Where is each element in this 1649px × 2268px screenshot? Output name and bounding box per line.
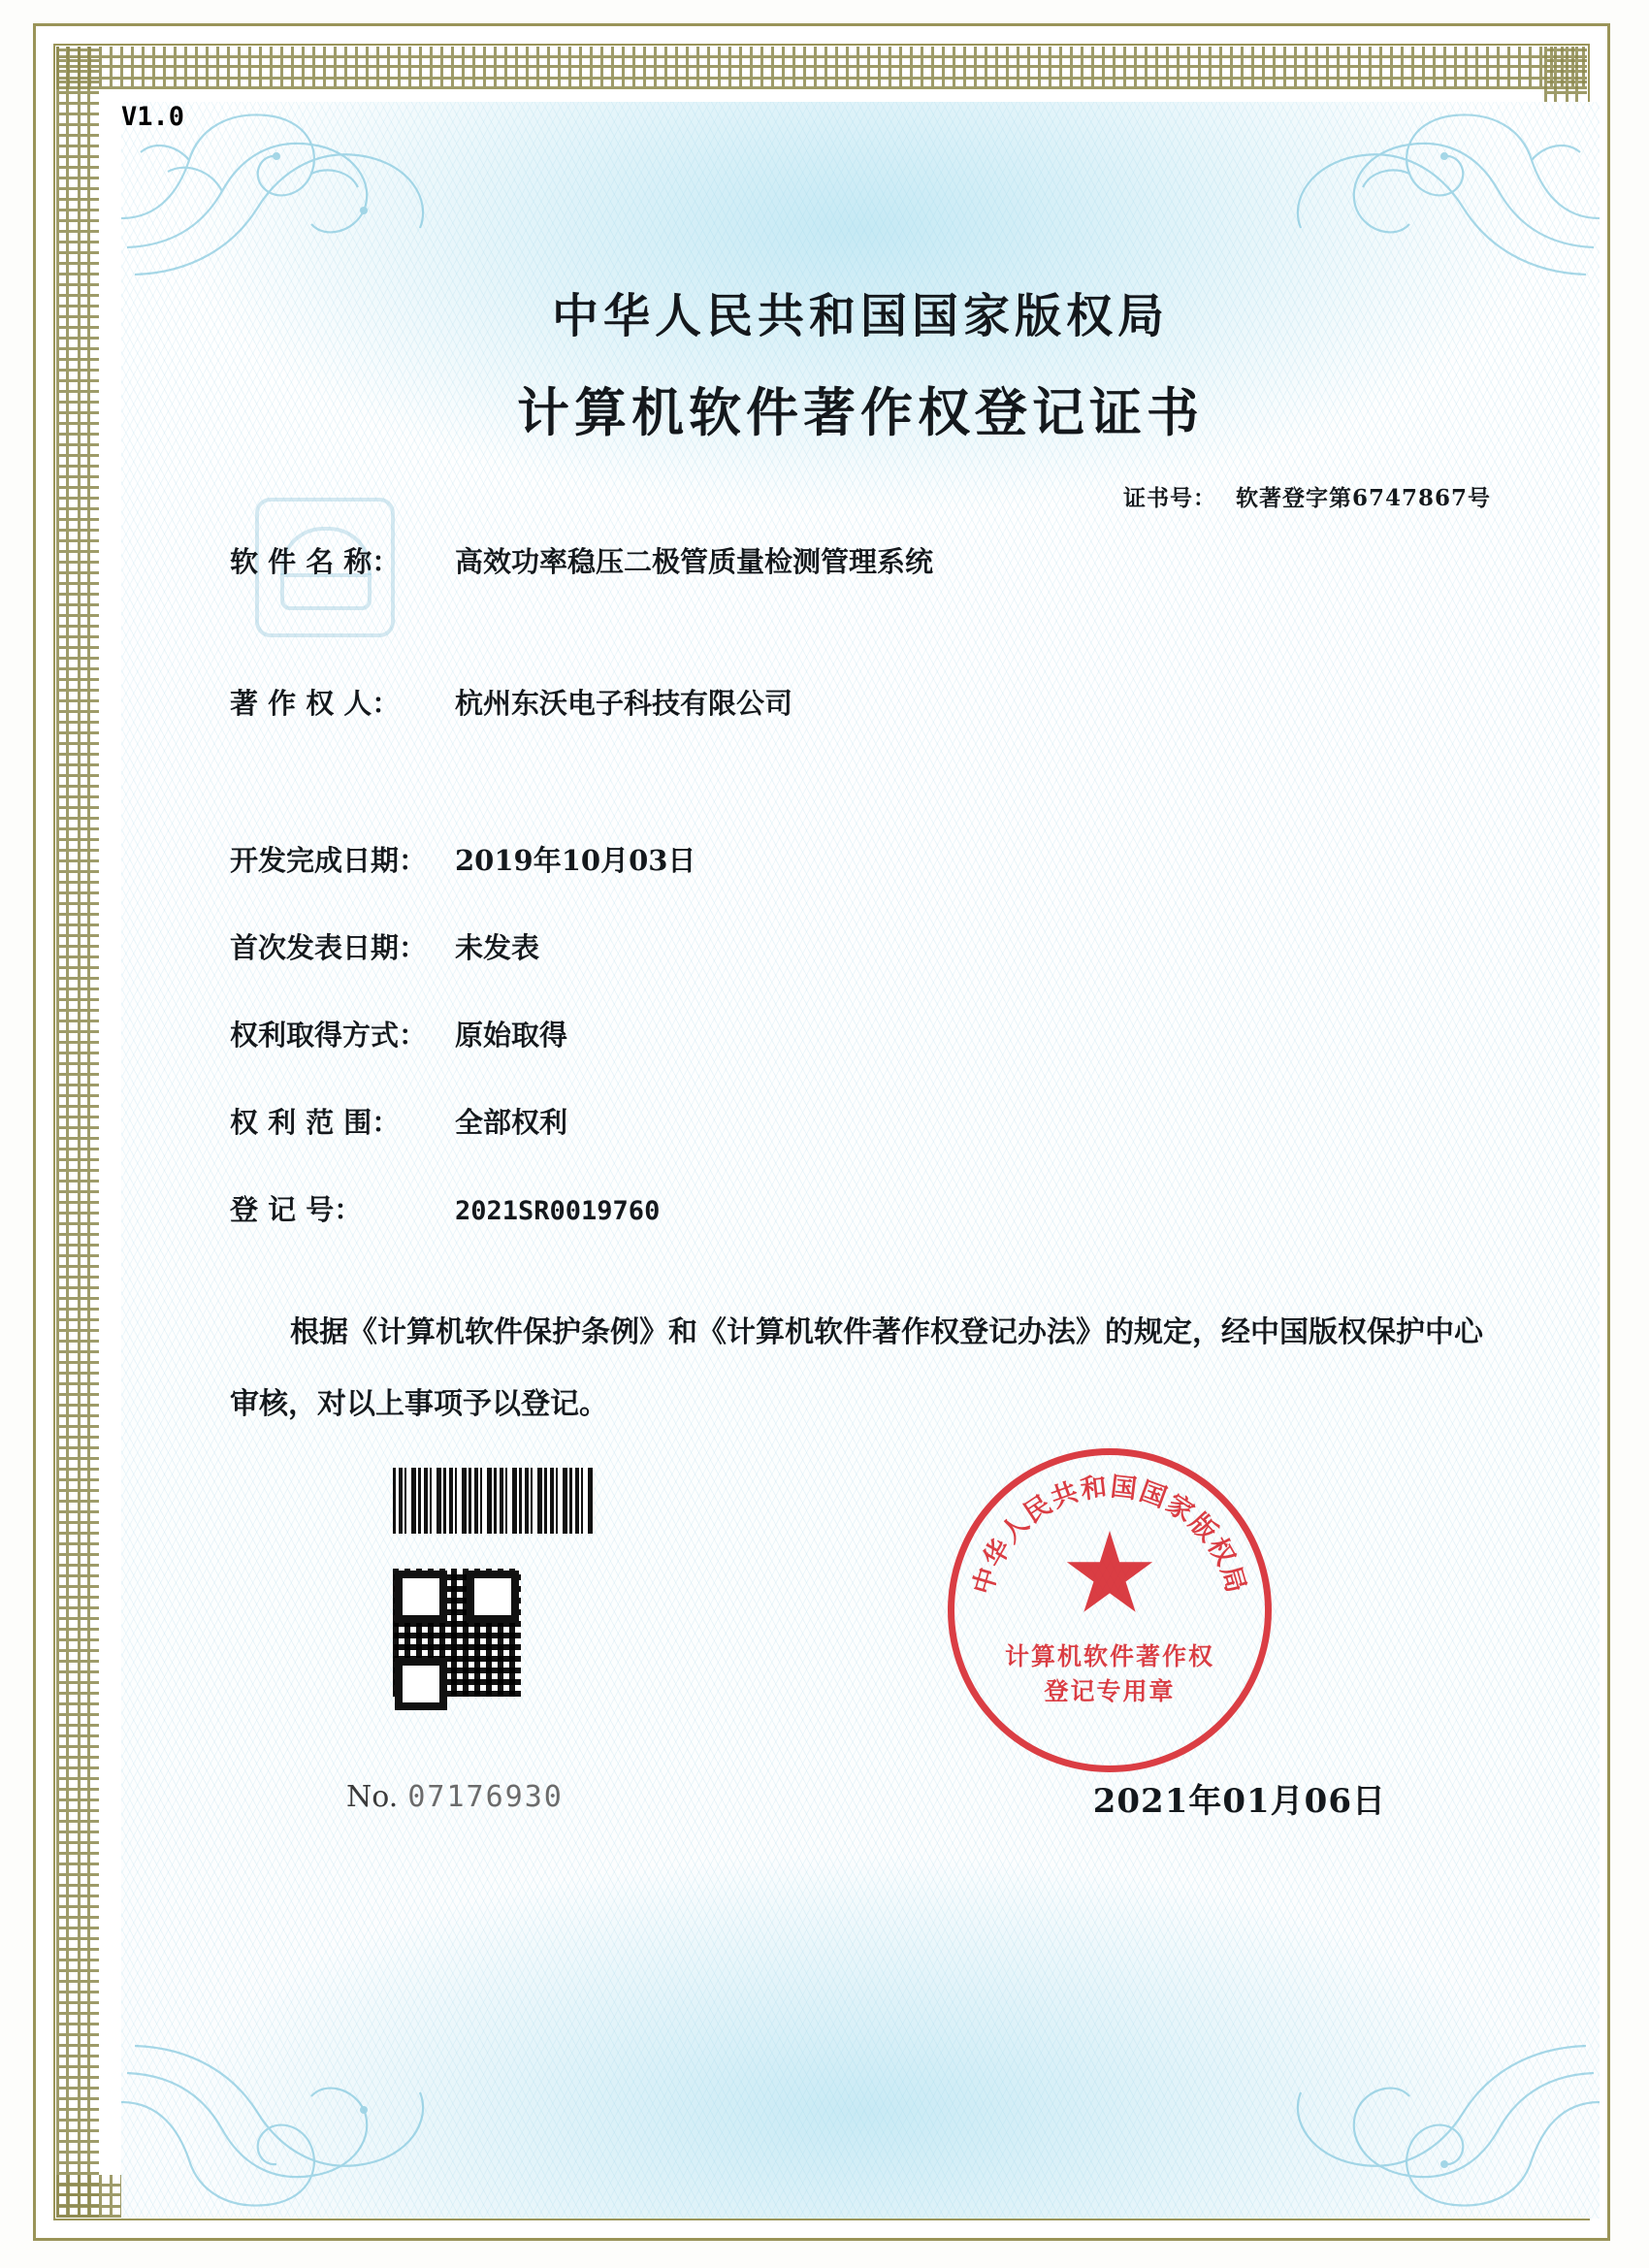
field-value: 杭州东沃电子科技有限公司 [455,687,793,720]
issue-date: 2021年01月06日 [1092,1782,1386,1821]
field-label: 著 作 权 人： [230,687,401,720]
qr-code-finder-icon [395,1658,447,1710]
field-value: 高效功率稳压二极管质量检测管理系统 [455,545,934,578]
official-seal [948,1448,1272,1772]
seal-arc-text [954,1455,1265,1766]
field-label: 权利取得方式： [230,1019,428,1052]
seal-line-2: 登记专用章 [1044,1677,1176,1705]
field-acquisition-method [230,1014,567,1053]
field-development-date [230,839,695,879]
ornamental-border [33,23,1610,2241]
barcode [393,1468,595,1534]
software-version: V1.0 [121,102,185,132]
field-label: 首次发表日期： [230,931,428,964]
certificate-number [1123,480,1491,512]
field-rights-scope [230,1101,567,1141]
certificate-number-label: 证书号： [1122,485,1216,511]
field-label: 权 利 范 围： [230,1106,401,1139]
serial-label: No. [346,1780,399,1814]
field-value: 全部权利 [455,1106,568,1139]
field-first-publication-date [230,926,539,966]
field-registration-number [230,1188,660,1228]
certificate-panel [121,102,1600,2219]
field-software-name [230,540,933,580]
field-value: 未发表 [455,931,540,964]
field-value: 原始取得 [455,1019,568,1052]
field-label: 软 件 名 称： [230,545,401,578]
serial-number [346,1780,564,1814]
svg-text:中华人民共和国国家版权局: 中华人民共和国国家版权局 [967,1472,1252,1599]
field-value: 2021SR0019760 [455,1196,661,1226]
issuer-title: 中华人民共和国国家版权局 [551,289,1169,343]
field-copyright-owner [230,682,792,722]
field-label: 开发完成日期： [230,844,428,877]
seal-line-1: 计算机软件著作权 [1004,1642,1214,1670]
field-label: 登 记 号： [230,1193,363,1226]
serial-value: 07176930 [407,1780,564,1814]
field-value: 2019年10月03日 [455,844,696,877]
certificate-title: 计算机软件著作权登记证书 [517,381,1204,443]
certificate-number-value: 软著登字第6747867号 [1235,485,1491,511]
legal-statement: 根据《计算机软件保护条例》和《计算机软件著作权登记办法》的规定，经中国版权保护中心审核，对以上事项予以登记。 [230,1315,1483,1421]
certificate-content [121,102,1600,2219]
